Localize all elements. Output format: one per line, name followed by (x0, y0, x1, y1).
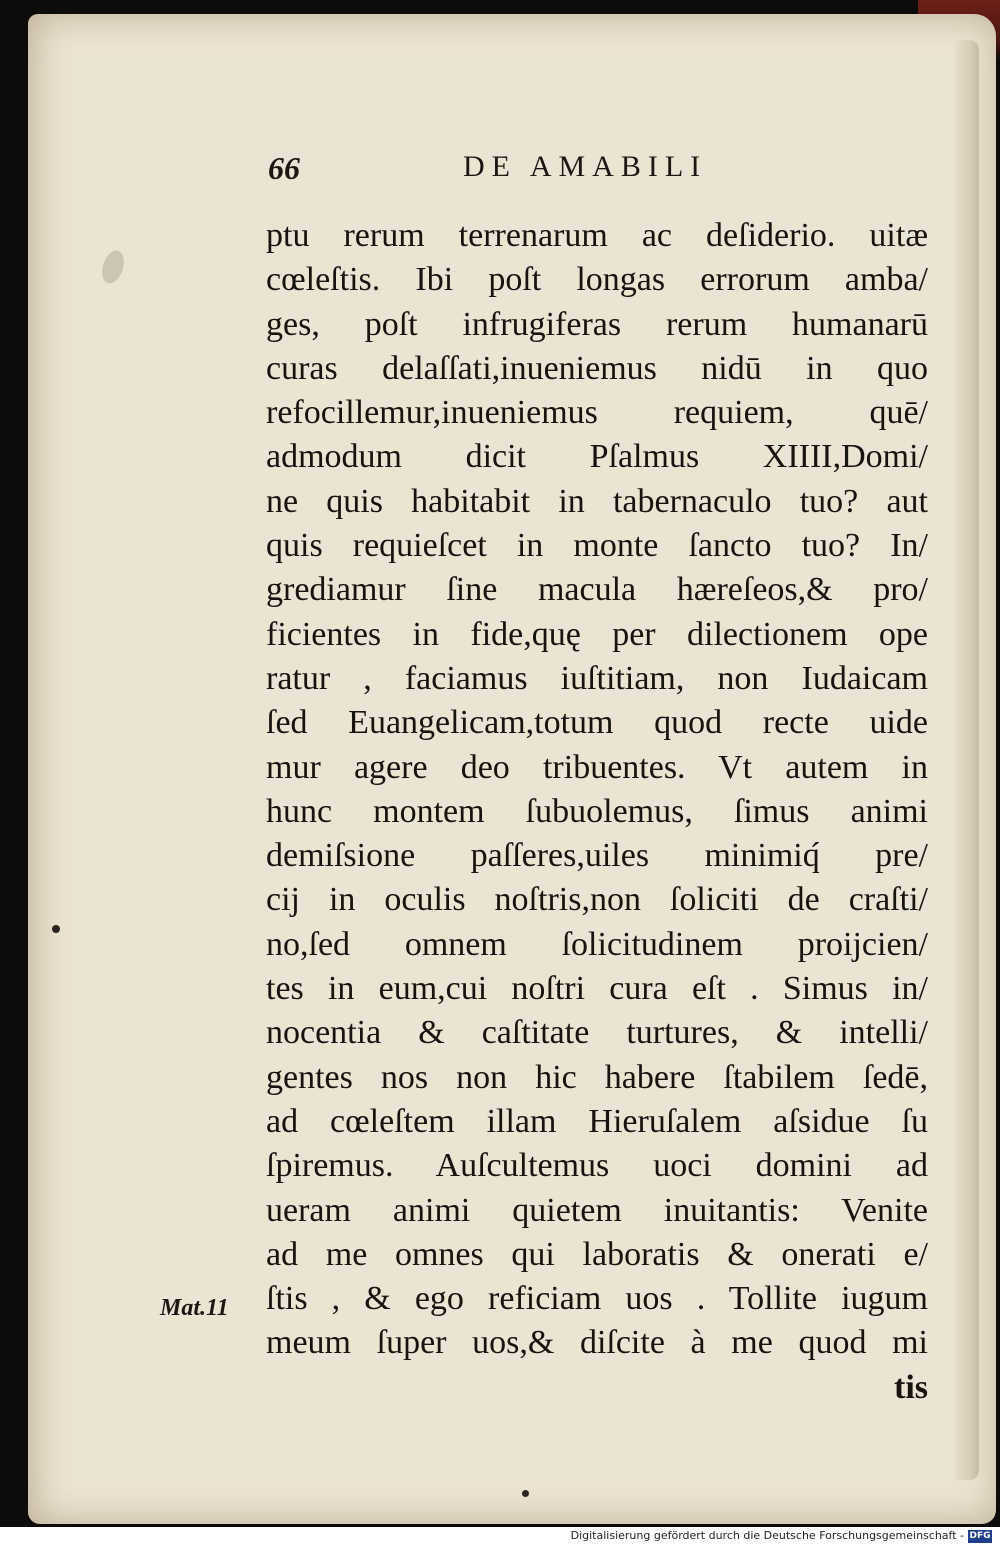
text-line: grediamur ſine macula hæreſeos,& pro/ (266, 571, 928, 609)
margin-note: Mat.11 (160, 1295, 229, 1321)
funding-credit: Digitalisierung gefördert durch die Deutsche Forschungsgemeinschaft - (570, 1529, 964, 1542)
text-line: ficientes in fide,quę per dilectionem ope (266, 615, 928, 653)
text-line: ueram animi quietem inuitantis: Venite (266, 1191, 928, 1229)
running-head-title: DE AMABILI (463, 150, 708, 183)
text-line: hunc montem ſubuolemus, ſimus animi (266, 792, 928, 830)
text-line: curas delaſſati,inueniemus nidū in quo (266, 349, 928, 387)
text-line: mur agere deo tribuentes. Vt autem in (266, 748, 928, 786)
text-line: demiſsione paſſeres,uiles minimiq́ pre/ (266, 837, 928, 875)
text-line: nocentia & caſtitate turtures, & intelli/ (266, 1014, 928, 1052)
text-line: ges, poſt infrugiferas rerum humanarū (266, 305, 928, 343)
text-line: quis requieſcet in monte ſancto tuo? In/ (266, 527, 928, 565)
text-line: no,ſed omnem ſolicitudinem proijcien/ (266, 925, 928, 963)
text-line: ptu rerum terrenarum ac deſiderio. uitæ (266, 217, 928, 254)
text-line: ad cœleſtem illam Hieruſalem aſsidue ſu (266, 1102, 928, 1140)
dfg-logo-icon: DFG (969, 1531, 991, 1541)
text-line: refocillemur,inueniemus requiem, quē/ (266, 394, 928, 432)
text-line: cœleſtis. Ibi poſt longas errorum amba/ (266, 261, 928, 299)
text-line: ſtis , & ego reficiam uos . Tollite iugum (266, 1280, 928, 1318)
page-number: 66 (268, 150, 300, 186)
catchword: tis (894, 1368, 928, 1406)
body-text (266, 214, 928, 1410)
text-line: ſpiremus. Auſcultemus uoci domini ad (266, 1147, 928, 1185)
text-line: ſed Euangelicam,totum quod recte uide (266, 704, 928, 742)
text-line: ad me omnes qui laboratis & onerati e/ (266, 1235, 928, 1273)
page-edge (955, 40, 979, 1480)
text-line: tes in eum,cui noſtri cura eſt . Simus in/ (266, 970, 928, 1008)
text-line: gentes nos non hic habere ſtabilem ſedē, (266, 1058, 928, 1096)
text-line: cij in oculis noſtris,non ſoliciti de craſti/ (266, 881, 928, 919)
text-line: ne quis habitabit in tabernaculo tuo? aut (266, 482, 928, 520)
footer-bar (0, 1527, 1000, 1547)
running-head (268, 150, 928, 194)
text-line: ratur , faciamus iuſtitiam, non Iudaicam (266, 659, 928, 697)
ink-speck (522, 1490, 529, 1497)
text-line: admodum dicit Pſalmus XIIII,Domi/ (266, 438, 928, 476)
ink-speck (52, 925, 60, 933)
text-line: meum ſuper uos,& diſcite à me quod mi (266, 1324, 928, 1362)
